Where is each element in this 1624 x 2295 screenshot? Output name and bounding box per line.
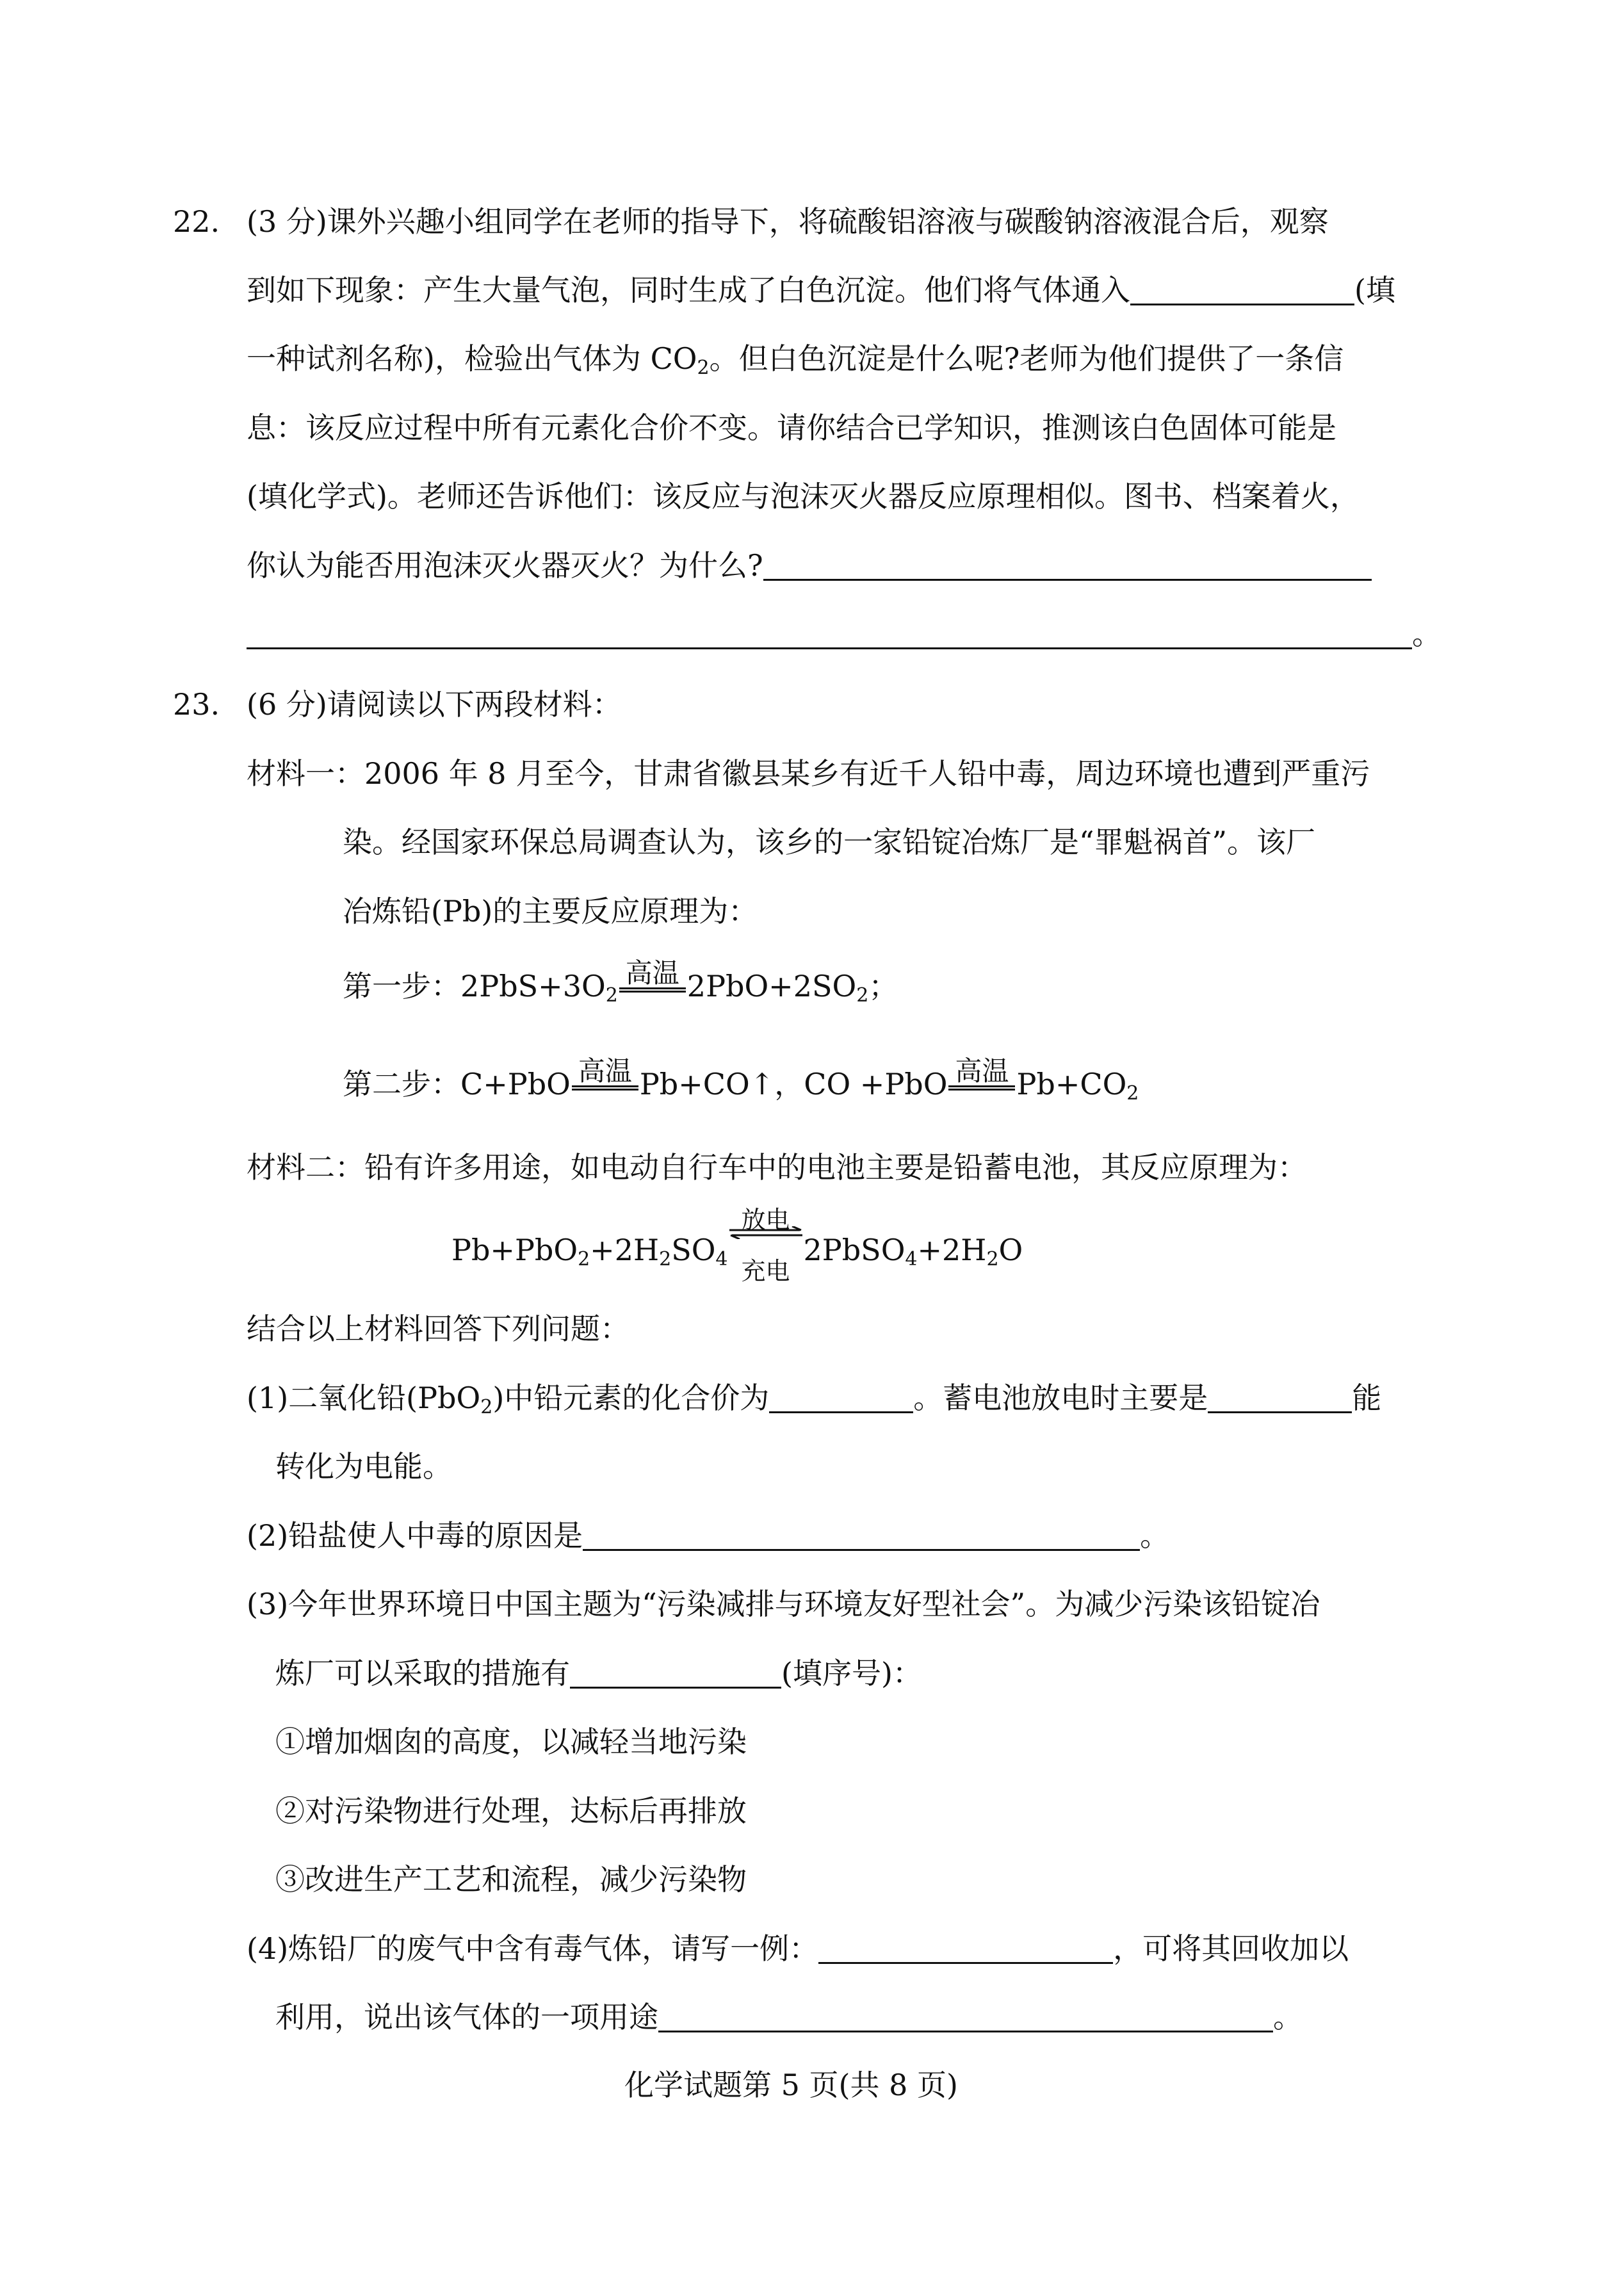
reversible-arrow: 放电 充电	[728, 1226, 804, 1239]
q22-line7: 。	[247, 616, 1441, 652]
part4-line2: 利用，说出该气体的一项用途 。	[275, 2000, 1303, 2034]
answer-blank[interactable]	[1130, 275, 1354, 305]
q23-number: 23.	[173, 687, 220, 722]
material1-line2: 染。经国家环保总局调查认为，该乡的一家铅锭冶炼厂是“罪魁祸首”。该厂	[343, 825, 1316, 859]
condition-high-temp: 高温	[619, 973, 686, 993]
answer-blank[interactable]	[247, 619, 1412, 649]
part3-line1: (3)今年世界环境日中国主题为“污染减排与环境友好型社会”。为减少污染该铅锭冶	[247, 1587, 1320, 1621]
option-1: ①增加烟囱的高度，以减轻当地污染	[275, 1724, 747, 1759]
reaction-step1: 第一步：$2PbS+3O_2$ 高温 $2PbO+2SO_2$；	[343, 957, 898, 1007]
q22-line3: 一种试剂名称)，检验出气体为 $CO_2$。但白色沉淀是什么呢?老师为他们提供了一条信	[247, 341, 1344, 379]
q22-line6: 你认为能否用泡沫灭火器灭火？为什么?	[247, 547, 1372, 583]
q22-line4: 息：该反应过程中所有元素化合价不变。请你结合已学知识，推测该白色固体可能是	[247, 410, 1336, 445]
material1-line1: 材料一：2006 年 8 月至今，甘肃省徽县某乡有近千人铅中毒，周边环境也遭到严重污	[247, 756, 1370, 791]
q23-intro: (6 分)请阅读以下两段材料：	[247, 687, 622, 722]
answer-blank[interactable]	[570, 1658, 781, 1689]
q22-line5: (填化学式)。老师还告诉他们：该反应与泡沫灭火器反应原理相似。图书、档案着火，	[247, 479, 1360, 514]
condition-high-temp: 高温	[948, 1071, 1015, 1091]
material2-line1: 材料二：铅有许多用途，如电动自行车中的电池主要是铅蓄电池，其反应原理为：	[247, 1150, 1307, 1185]
part1-line2: 转化为电能。	[275, 1449, 452, 1484]
answer-blank[interactable]	[583, 1521, 1140, 1551]
prompt: 结合以上材料回答下列问题：	[247, 1311, 629, 1346]
reaction-step2: 第二步：C+PbO 高温 Pb+CO↑，CO +PbO 高温 $Pb+CO_2$	[343, 1055, 1139, 1105]
part3-line2: 炼厂可以采取的措施有 (填序号)：	[275, 1656, 922, 1691]
answer-blank[interactable]	[1208, 1383, 1352, 1413]
material1-line3: 冶炼铅(Pb)的主要反应原理为：	[343, 894, 758, 929]
part1-line1: (1)二氧化铅(PbO$_2$)中铅元素的化合价为 。蓄电池放电时主要是 能	[247, 1381, 1382, 1418]
option-2: ②对污染物进行处理，达标后再排放	[275, 1794, 747, 1828]
part4-line1: (4)炼铅厂的废气中含有毒气体，请写一例： ，可将其回收加以	[247, 1931, 1349, 1966]
q22-number: 22.	[173, 204, 220, 239]
part2: (2)铅盐使人中毒的原因是 。	[247, 1518, 1170, 1553]
page-footer: 化学试题第 5 页(共 8 页)	[624, 2068, 958, 2102]
option-3: ③改进生产工艺和流程，减少污染物	[275, 1862, 747, 1897]
condition-high-temp: 高温	[572, 1071, 638, 1091]
answer-blank[interactable]	[658, 2002, 1273, 2032]
q22-line1: (3 分)课外兴趣小组同学在老师的指导下，将硫酸铝溶液与碳酸钠溶液混合后，观察	[247, 204, 1329, 239]
q22-line2: 到如下现象：产生大量气泡，同时生成了白色沉淀。他们将气体通入 (填	[247, 273, 1395, 307]
battery-equation: $Pb+PbO_2+2H_2SO_4$ 放电 充电 $2PbSO_4+2H_2O$	[451, 1206, 1023, 1285]
answer-blank[interactable]	[818, 1934, 1113, 1964]
answer-blank[interactable]	[763, 551, 1372, 581]
answer-blank[interactable]	[769, 1383, 913, 1413]
